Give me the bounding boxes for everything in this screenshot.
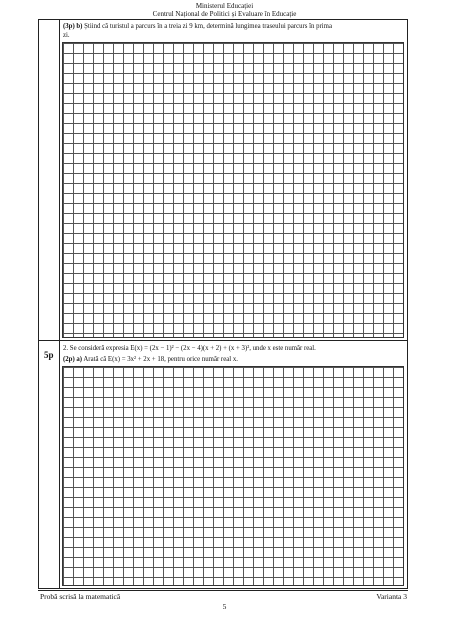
question-b-line2: zi. bbox=[63, 32, 70, 39]
section-separator bbox=[38, 340, 408, 341]
question-a-text bbox=[63, 355, 238, 364]
header-center: Centrul Național de Politici și Evaluare în Educație bbox=[152, 10, 297, 18]
score-label: 5p bbox=[44, 350, 54, 360]
footer-exam-title: Probă scrisă la matematică bbox=[40, 592, 121, 601]
question-b-line1: Știind că turistul a parcurs în a treia zi 9 km, determină lungimea traseului parcurs în prima bbox=[82, 23, 332, 30]
points-label: (3p) b) bbox=[63, 23, 83, 30]
answer-grid-2[interactable] bbox=[62, 366, 404, 586]
question-b-text bbox=[63, 22, 332, 31]
score-column-divider bbox=[59, 19, 60, 589]
question-a-body: Arată că E(x) = 3x² + 2x + 18, pentru orice număr real x. bbox=[82, 356, 238, 363]
answer-grid-1[interactable] bbox=[62, 42, 404, 338]
header-ministry: Ministerul Educației bbox=[195, 2, 254, 10]
footer-variant: Varianta 3 bbox=[376, 592, 407, 601]
problem-2-text: 2. Se consideră expresia E(x) = (2x − 1)² − (2x − 4)(x + 2) + (x + 3)², unde x este număr real. bbox=[63, 345, 316, 352]
page-number: 5 bbox=[222, 602, 227, 611]
points-label-a: (2p) a) bbox=[63, 356, 83, 363]
footer-rule bbox=[38, 590, 408, 591]
